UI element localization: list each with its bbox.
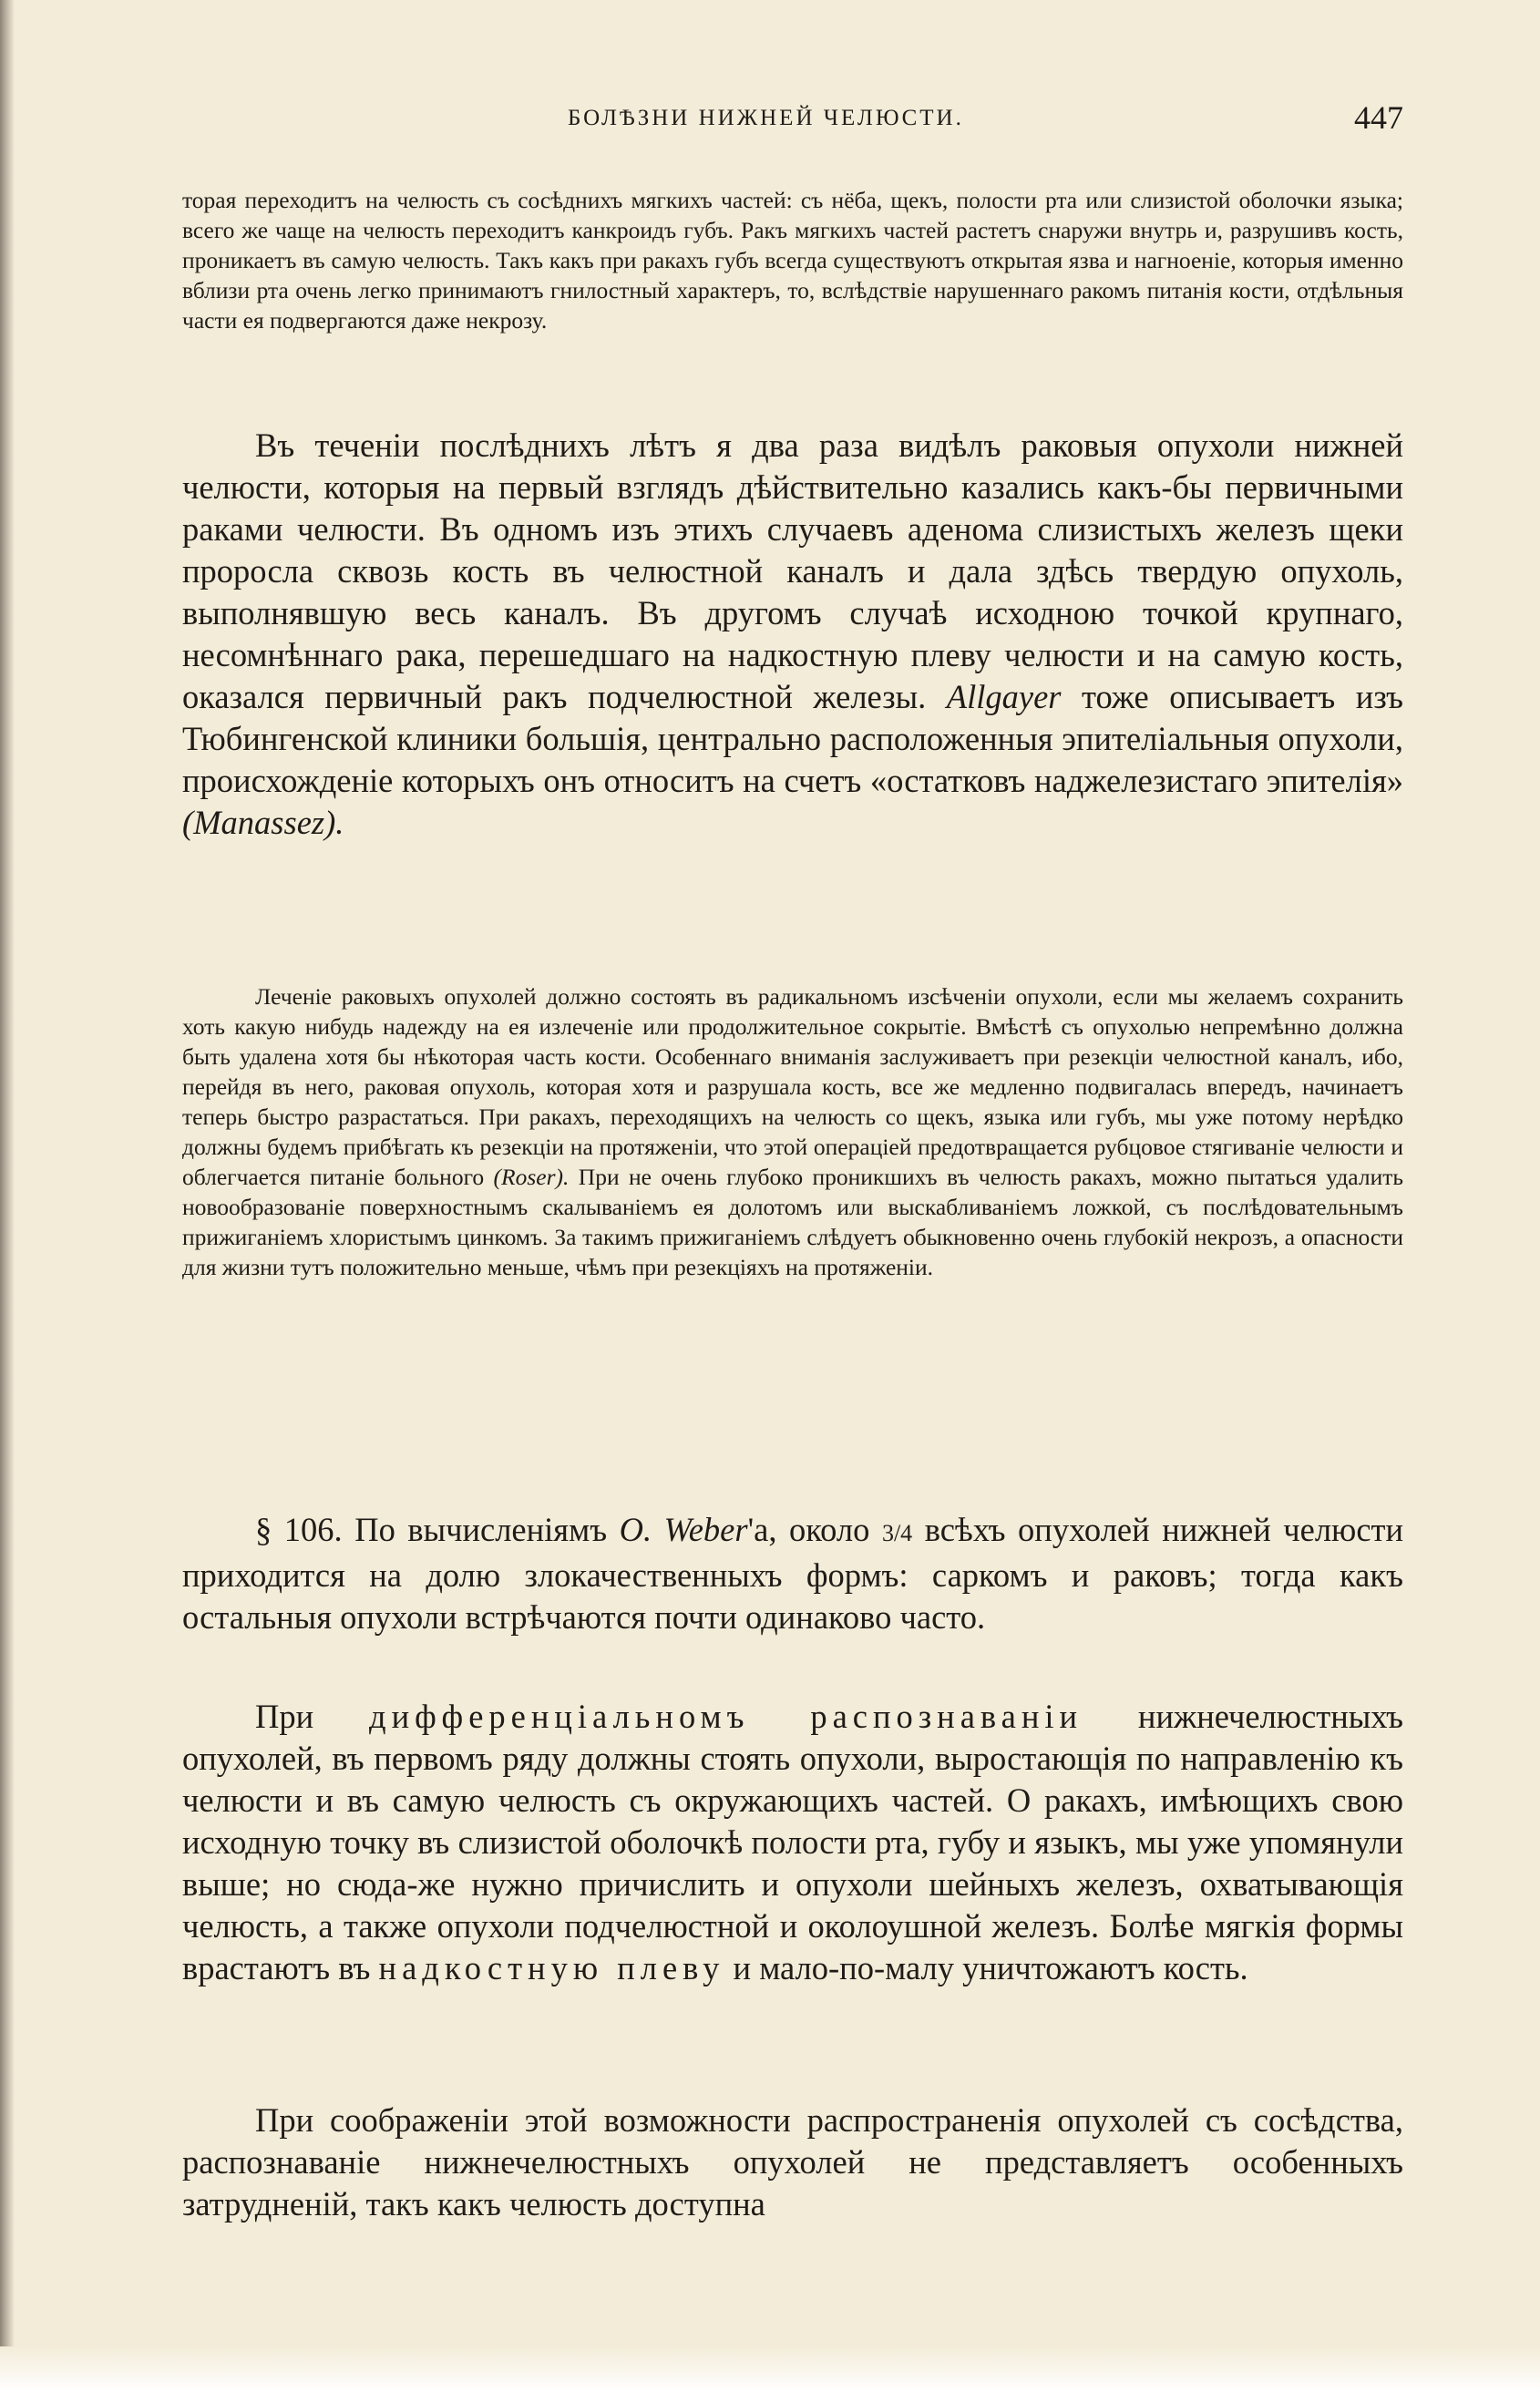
- paragraph-text: По вычисленіямъ: [354, 1511, 608, 1548]
- page-number: 447: [1354, 99, 1403, 136]
- paragraph-text: и мало-по-малу уничтожаютъ кость.: [733, 1949, 1248, 1986]
- author-name: Allgayer: [946, 678, 1062, 715]
- page-header: [187, 98, 1403, 144]
- paragraph-observed-cases: [182, 425, 1403, 844]
- paragraph-differential-diagnosis: [182, 1696, 1403, 1989]
- paragraph-text: Леченіе раковыхъ опухолей должно состоять въ радикальномъ изсѣченіи опухоли, если мы желаемъ сохранить хоть какую нибудь надежду на ея излеченіе или продолжительное сокрытіе. Вмѣстѣ съ опухолью непремѣнно должна быть удалена хотя бы нѣкоторая часть кости. Особеннаго вниманія заслуживаетъ при резекціи челюстной каналъ, ибо, перейдя въ него, раковая опухоль, которая хотя и разрушала кость, все же медленно подвигалась впередъ, начинаетъ теперь быстро разрастаться. При ракахъ, переходящихъ на челюсть со щекъ, языка или губъ, мы уже потому нерѣдко должны будемъ прибѣгать къ резекціи на протяженіи, что этой операціей предотвращается рубцовое стягиваніе челюсти и облегчается питаніе больного: [182, 983, 1403, 1190]
- running-title: БОЛѢЗНИ НИЖНЕЙ ЧЕЛЮСТИ.: [568, 106, 964, 130]
- paragraph-treatment: [182, 981, 1403, 1282]
- section-number: § 106.: [255, 1511, 343, 1548]
- paragraph-section-106: [182, 1509, 1403, 1638]
- paragraph-text: нижнечелюстныхъ опухолей, въ первомъ ряду должны стоять опухоли, выростающія по направленію къ челюсти и въ самую челюсть съ окружающихъ частей. О ракахъ, имѣющихъ свою исходную точку въ слизистой оболочкѣ полости рта, губу и языкъ, мы уже упомянули выше; но сюда-же нужно причислить и опухоли шейныхъ железъ, охватывающія челюсть, а также опухоли подчелюстной и околоушной железъ. Болѣе мягкія формы врастаютъ въ: [182, 1698, 1404, 1986]
- paragraph-spread-diagnosis: [182, 2099, 1403, 2225]
- page-edge-shadow: [0, 0, 15, 2392]
- fraction: 3/4: [881, 1520, 913, 1546]
- paragraph-text: тоже описываетъ изъ Тюбингенской клиники большія, центрально расположенныя эпителіальныя опухоли, происхожденіе которыхъ онъ относитъ на счетъ «остатковъ наджелезистаго эпителія»: [182, 678, 1403, 799]
- paragraph-text: всѣхъ опухолей нижней челюсти приходится на долю злокачественныхъ формъ: саркомъ и раковъ; тогда какъ остальныя опухоли встрѣчаются почти одинаково часто.: [182, 1511, 1404, 1636]
- paragraph-text: При соображеніи этой возможности распространенія опухолей съ сосѣдства, распознаваніе нижнечелюстныхъ опухолей не представляетъ особенныхъ затрудненій, такъ какъ челюсть доступна: [182, 2101, 1403, 2223]
- paragraph-text: Въ теченіи послѣднихъ лѣтъ я два раза видѣлъ раковыя опухоли нижней челюсти, которыя на первый взглядъ дѣйствительно казались какъ-бы первичными раками челюсти. Въ одномъ изъ этихъ случаевъ аденома слизистыхъ железъ щеки проросла сквозь кость въ челюстной каналъ и дала здѣсь твердую опухоль, выполнявшую весь каналъ. Въ другомъ случаѣ исходною точкой крупнаго, несомнѣннаго рака, перешедшаго на надкостную плеву челюсти и на самую кость, оказался первичный ракъ подчелюстной железы.: [182, 426, 1403, 715]
- citation: (Roser).: [493, 1164, 570, 1190]
- page-bottom-margin: [0, 2346, 1540, 2392]
- author-name: O. Weber: [619, 1511, 748, 1548]
- emphasized-term: дифференціальномъ распознаваніи: [369, 1698, 1083, 1735]
- paragraph-carcinoma-spread: [182, 185, 1403, 335]
- citation: (Manassez).: [182, 804, 344, 841]
- paragraph-text: При не очень глубоко проникшихъ въ челюсть ракахъ, можно пытаться удалить новообразованіе поверхностнымъ скалываніемъ ея долотомъ или выскабливаніемъ ложкой, съ послѣдовательнымъ прижиганіемъ хлористымъ цинкомъ. За такимъ прижиганіемъ слѣдуетъ обыкновенно очень глубокій некрозъ, а опасности для жизни тутъ положительно меньше, чѣмъ при резекціяхъ на протяженіи.: [182, 1164, 1403, 1280]
- emphasized-term: надкостную плеву: [378, 1949, 725, 1986]
- paragraph-text: При: [255, 1698, 314, 1735]
- paragraph-text: торая переходитъ на челюсть съ сосѣднихъ мягкихъ частей: съ нёба, щекъ, полости рта или слизистой оболочки языка; всего же чаще на челюсть переходитъ канкроидъ губъ. Ракъ мягкихъ частей растетъ снаружи внутрь и, разрушивъ кость, проникаетъ въ самую челюсть. Такъ какъ при ракахъ губъ всегда существуютъ открытая язва и нагноеніе, которыя именно вблизи рта очень легко принимаютъ гнилостный характеръ, то, вслѣдствіе нарушеннаго ракомъ питанія кости, отдѣльныя части ея подвергаются даже некрозу.: [182, 187, 1403, 334]
- paragraph-text: 'а, около: [747, 1511, 870, 1548]
